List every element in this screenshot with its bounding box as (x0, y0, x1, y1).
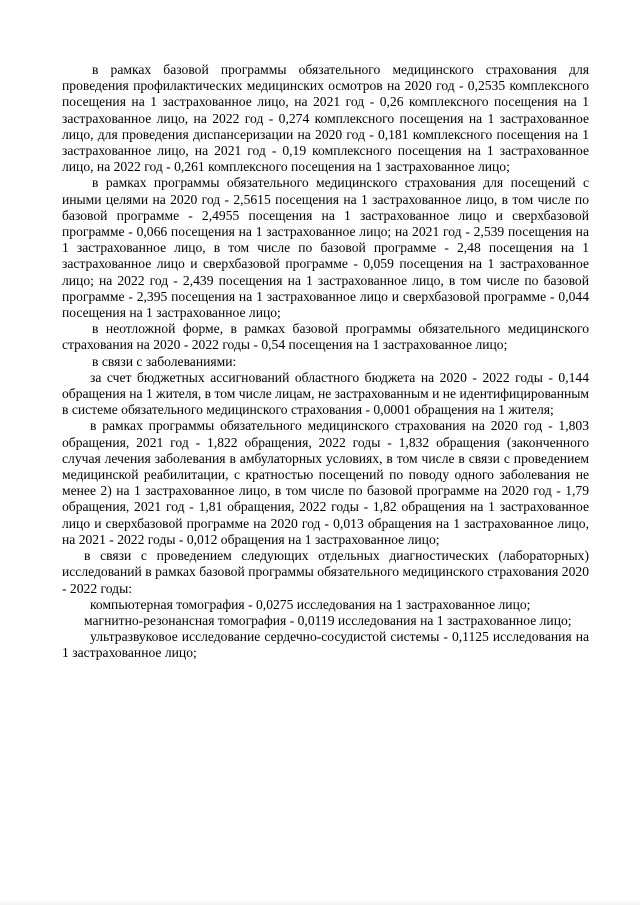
paragraph-urgent-care: в неотложной форме, в рамках базовой программы обязательного медицинского страхования на 2020 - 2022 годы - 0,54 посещения на 1 застрахованное лицо; (62, 321, 589, 353)
paragraph-other-visits: в рамках программы обязательного медицинского страхования для посещений с иными целями на 2020 год - 2,5615 посещения на 1 застрахованное лицо, в том числе по базовой программе - 2,4955 посещения на 1 застрахованное лицо и сверхбазовой программе - 0,066 посещения на 1 застрахованное лицо; на 2021 год - 2,539 посещения на 1 застрахованное лицо, в том числе по базовой программе - 2,48 посещения на 1 застрахованное лицо и сверхбазовой программе - 0,059 посещения на 1 застрахованное лицо; на 2022 год - 2,439 посещения на 1 застрахованное лицо, в том числе по базовой программе - 2,395 посещения на 1 застрахованное лицо и сверхбазовой программе - 0,044 посещения на 1 застрахованное лицо; (62, 175, 589, 321)
paragraph-oms-appeals: в рамках программы обязательного медицинского страхования на 2020 год - 1,803 обращения, 2021 год - 1,822 обращения, 2022 годы - 1,832 обращения (законченного случая лечения заболевания в амбулаторных условиях, в том числе в связи с проведением медицинской реабилитации, с кратностью посещений по поводу одного заболевания не менее 2) на 1 застрахованное лицо, в том числе по базовой программе на 2020 год - 1,79 обращения, 2021 год - 1,81 обращения, 2022 годы - 1,82 обращения на 1 застрахованное лицо и сверхбазовой программе на 2020 год - 0,013 обращения на 1 застрахованное лицо, на 2021 - 2022 годы - 0,012 обращения на 1 застрахованное лицо; (62, 418, 589, 547)
paragraph-regional-budget: за счет бюджетных ассигнований областного бюджета на 2020 - 2022 годы - 0,144 обращения на 1 жителя, в том числе лицам, не застрахованным и не идентифицированным в системе обязательного медицинского страхования - 0,0001 обращения на 1 жителя; (62, 369, 589, 418)
paragraph-preventive-exams: в рамках базовой программы обязательного медицинского страхования для проведения профилактических медицинских осмотров на 2020 год - 0,2535 комплексного посещения на 1 застрахованное лицо, на 2021 год - 0,26 комплексного посещения на 1 застрахованное лицо, на 2022 год - 0,274 комплексного посещения на 1 застрахованное лицо, для проведения диспансеризации на 2020 год - 0,181 комплексного посещения на 1 застрахованное лицо, на 2021 год - 0,19 комплексного посещения на 1 застрахованное лицо, на 2022 год - 0,261 комплексного посещения на 1 застрахованное лицо; (62, 62, 589, 175)
paragraph-diseases-heading: в связи с заболеваниями: (92, 353, 237, 369)
paragraph-ct: компьютерная томография - 0,0275 исследования на 1 застрахованное лицо; (90, 596, 531, 612)
paragraph-diagnostics: в связи с проведением следующих отдельных диагностических (лабораторных) исследований в рамках базовой программы обязательного медицинского страхования 2020 - 2022 годы: (62, 548, 589, 596)
scan-edge (0, 899, 640, 905)
paragraph-mri: магнитно-резонансная томография - 0,0119 исследования на 1 застрахованное лицо; (84, 612, 572, 628)
paragraph-ultrasound: ультразвуковое исследование сердечно-сосудистой системы - 0,1125 исследования на 1 застрахованное лицо; (62, 629, 589, 661)
document-body (62, 62, 589, 662)
